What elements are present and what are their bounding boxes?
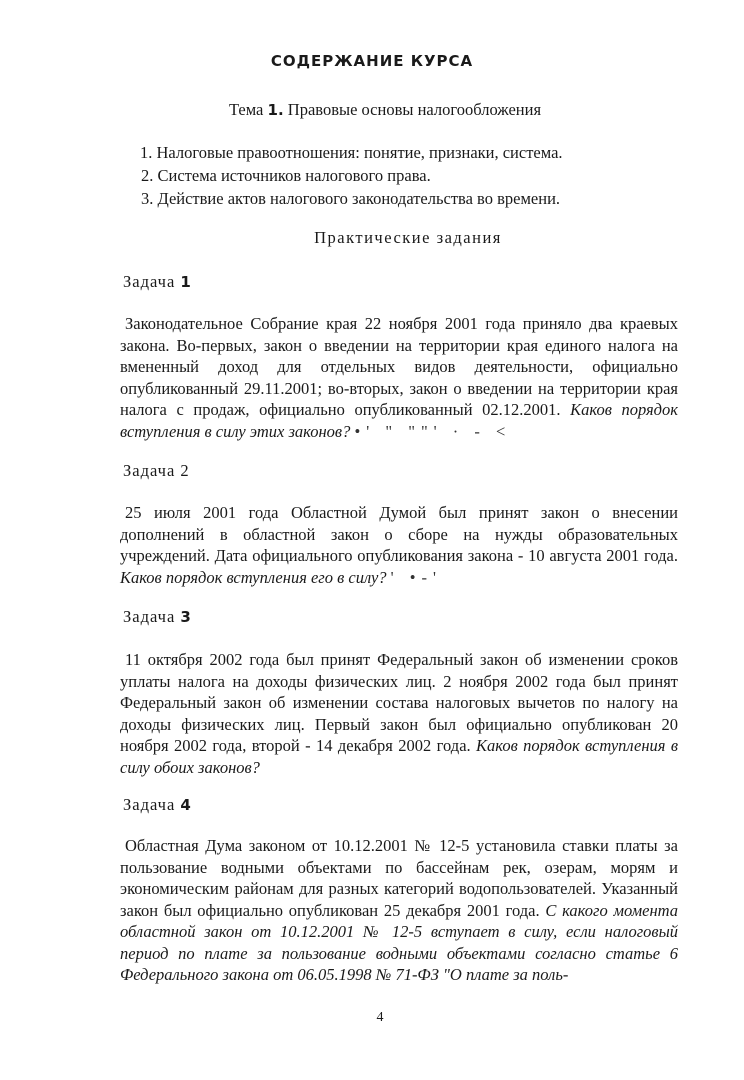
task-label: Задача [123,461,176,480]
topic-question: 1. Налоговые правоотношения: понятие, признаки, система. [140,143,563,162]
task-body: Законодательное Собрание края 22 ноября 2001 года приняло два краевых закона. Во-первых, закон о введении на территории края единого налога на вмененный доход для отдельных видов деятельности, официально опубликованный 29.11.2001; во-вторых, закон о введении на территории края налога с продаж, официально опубликованный 02.12.2001. [120,314,678,419]
task-label: Задача [123,795,176,814]
task-body: Областная Дума законом от 10.12.2001 № 12-5 установила ставки платы за пользование водными объектами по бассейнам рек, озерам, морям и экономическим районам для разных категорий водопользователей. Указанный закон был официально опубликован 25 декабря 2001 года. [120,836,678,920]
task-text [120,835,678,986]
task-number: 2 [180,461,190,480]
topic-prefix: Тема [228,100,264,119]
task-body: 11 октября 2002 года был принят Федеральный закон об изменении сроков уплаты налога на доходы физических лиц. 2 ноября 2002 года был принят Федеральный закон об изменении состава налоговых вычетов по налогу на доходы физических лиц. Первый закон был официально опубликован 20 ноября 2002 года, второй - 14 декабря 2002 года. [120,650,678,755]
topic-question: 3. Действие актов налогового законодательства во времени. [141,189,561,208]
topic-question: 2. Система источников налогового права. [141,166,431,185]
topic-number: 1. [267,101,284,119]
topic-questions-list [140,141,563,210]
task-question: Каков порядок вступления в силу этих законов? [120,400,678,441]
course-contents-heading: СОДЕРЖАНИЕ КУРСА [270,52,474,70]
task-heading [123,461,190,481]
task-number: 1 [180,273,192,291]
task-text [120,649,678,778]
task-heading [123,272,192,292]
task-text [120,502,678,588]
page-number: 4 [376,1010,384,1025]
task-question: Каков порядок вступления в силу обоих законов? [120,736,678,777]
task-text [120,313,678,442]
scan-marks: •' " ""' · - < [354,421,512,441]
task-number: 4 [180,796,192,814]
task-question: Каков порядок вступления его в силу? [120,567,387,587]
task-question: С какого момента областной закон от 10.12.2001 № 12-5 вступает в силу, если налоговый период по плате за пользование водными объектами согласно статье 6 Федерального закона от 06.05.1998 № 71-ФЗ "О плате за поль- [120,900,678,984]
task-body: 25 июля 2001 года Областной Думой был принят закон о внесении дополнений в областной закон о сборе на нужды образовательных учреждений. Дата официального опубликования закона - 10 августа 2001 года. [120,503,678,565]
task-label: Задача [123,607,176,626]
task-heading [123,607,192,627]
practical-tasks-heading: Практические задания [314,228,502,247]
scan-marks: ' •-' [390,567,442,587]
task-label: Задача [123,272,176,291]
topic-title [0,100,744,120]
task-number: 3 [180,608,192,626]
topic-name: Правовые основы налогообложения [287,100,542,119]
task-heading [123,795,192,815]
